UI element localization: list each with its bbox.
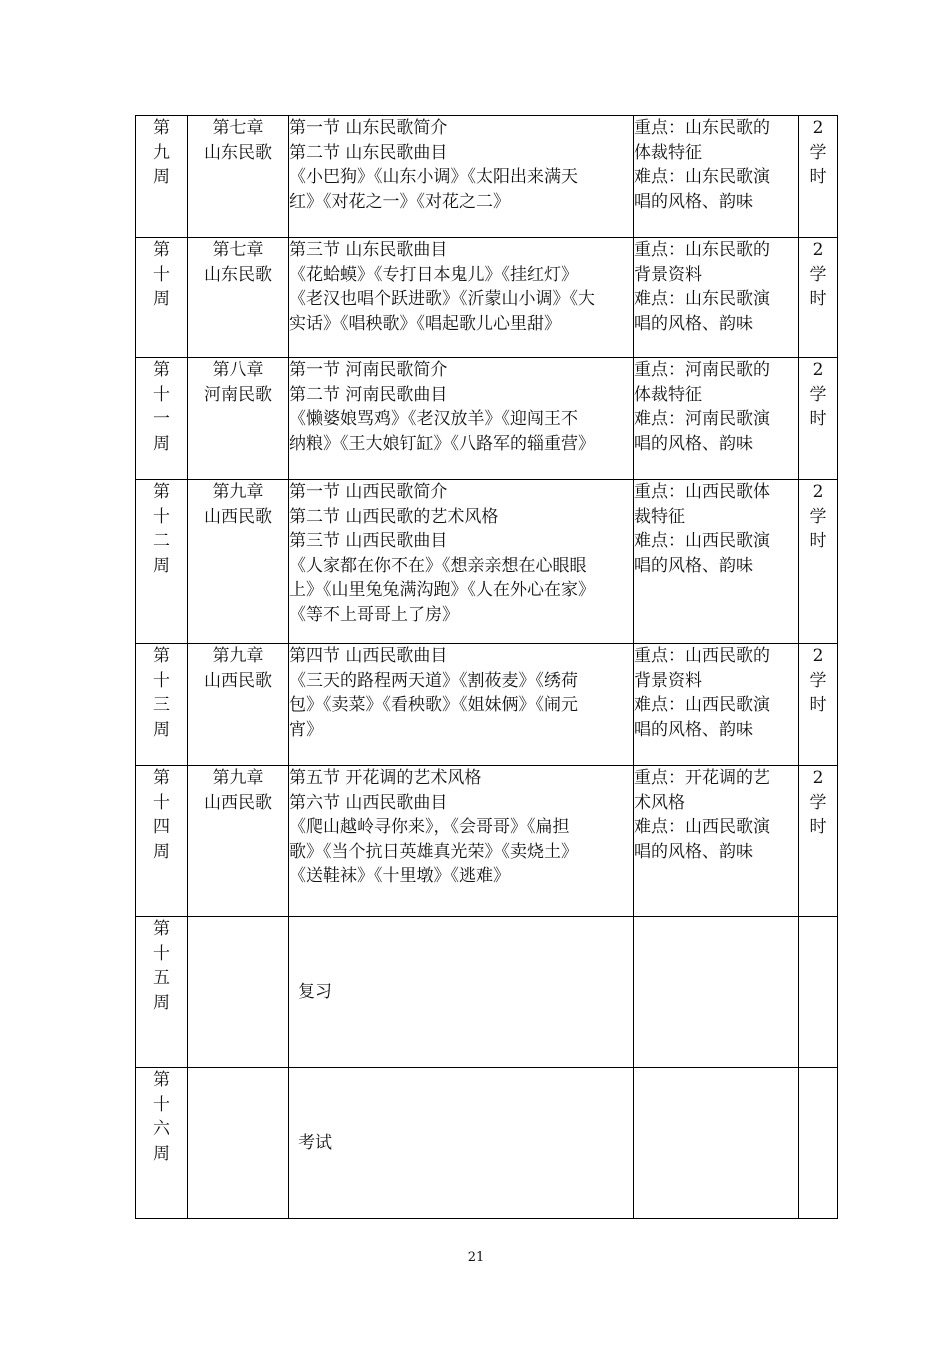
week-cell: 第 十 二 周 — [136, 480, 188, 644]
table-row — [136, 480, 838, 644]
content-cell: 第一节 山西民歌简介 第二节 山西民歌的艺术风格 第三节 山西民歌曲目 《人家都在你不在》《想亲亲想在心眼眼 上》《山里兔兔满沟跑》《人在外心在家》 《等不上哥哥上了房》 — [289, 480, 634, 644]
week-cell: 第 十 四 周 — [136, 766, 188, 917]
course-schedule-table — [135, 115, 838, 1219]
table-row — [136, 766, 838, 917]
page-number: 21 — [467, 1250, 485, 1265]
table-row — [136, 644, 838, 766]
table-row — [136, 917, 838, 1068]
chapter-cell — [188, 1068, 289, 1219]
week-cell: 第 十 一 周 — [136, 358, 188, 480]
chapter-cell: 第九章 山西民歌 — [188, 480, 289, 644]
chapter-cell: 第九章 山西民歌 — [188, 644, 289, 766]
table-row — [136, 116, 838, 238]
chapter-cell: 第七章 山东民歌 — [188, 116, 289, 238]
table-row — [136, 358, 838, 480]
week-cell: 第 十 五 周 — [136, 917, 188, 1068]
table-row — [136, 238, 838, 358]
key-points-cell: 重点：山西民歌的 背景资料 难点：山西民歌演 唱的风格、韵味 — [634, 644, 799, 766]
chapter-cell: 第九章 山西民歌 — [188, 766, 289, 917]
week-cell: 第 十 周 — [136, 238, 188, 358]
hours-cell: 2 学 时 — [799, 766, 838, 917]
key-points-cell: 重点：河南民歌的 体裁特征 难点：河南民歌演 唱的风格、韵味 — [634, 358, 799, 480]
hours-cell — [799, 1068, 838, 1219]
content-cell: 第一节 河南民歌简介 第二节 河南民歌曲目 《懒婆娘骂鸡》《老汉放羊》《迎闯王不 纳粮》《王大娘钉缸》《八路军的辎重营》 — [289, 358, 634, 480]
key-points-cell: 重点：开花调的艺 术风格 难点：山西民歌演 唱的风格、韵味 — [634, 766, 799, 917]
hours-cell: 2 学 时 — [799, 116, 838, 238]
hours-cell: 2 学 时 — [799, 480, 838, 644]
hours-cell: 2 学 时 — [799, 238, 838, 358]
key-points-cell — [634, 917, 799, 1068]
hours-cell — [799, 917, 838, 1068]
hours-cell: 2 学 时 — [799, 358, 838, 480]
key-points-cell — [634, 1068, 799, 1219]
chapter-cell: 第七章 山东民歌 — [188, 238, 289, 358]
hours-cell: 2 学 时 — [799, 644, 838, 766]
key-points-cell: 重点：山东民歌的 背景资料 难点：山东民歌演 唱的风格、韵味 — [634, 238, 799, 358]
chapter-cell: 第八章 河南民歌 — [188, 358, 289, 480]
week-cell: 第 十 三 周 — [136, 644, 188, 766]
key-points-cell: 重点：山东民歌的 体裁特征 难点：山东民歌演 唱的风格、韵味 — [634, 116, 799, 238]
chapter-cell — [188, 917, 289, 1068]
week-cell: 第 十 六 周 — [136, 1068, 188, 1219]
content-cell: 考试 — [289, 1068, 634, 1219]
content-cell: 复习 — [289, 917, 634, 1068]
table-row — [136, 1068, 838, 1219]
content-cell: 第五节 开花调的艺术风格 第六节 山西民歌曲目 《爬山越岭寻你来》，《会哥哥》《扁担 歌》《当个抗日英雄真光荣》《卖烧土》 《送鞋袜》《十里墩》《逃难》 — [289, 766, 634, 917]
content-cell: 第一节 山东民歌简介 第二节 山东民歌曲目 《小巴狗》《山东小调》《太阳出来满天 红》《对花之一》《对花之二》 — [289, 116, 634, 238]
week-cell: 第 九 周 — [136, 116, 188, 238]
content-cell: 第四节 山西民歌曲目 《三天的路程两天道》《割莜麦》《绣荷 包》《卖菜》《看秧歌》《姐妹俩》《闹元 宵》 — [289, 644, 634, 766]
key-points-cell: 重点：山西民歌体 裁特征 难点：山西民歌演 唱的风格、韵味 — [634, 480, 799, 644]
content-cell: 第三节 山东民歌曲目 《花蛤蟆》《专打日本鬼儿》《挂红灯》 《老汉也唱个跃进歌》《沂蒙山小调》《大 实话》《唱秧歌》《唱起歌儿心里甜》 — [289, 238, 634, 358]
